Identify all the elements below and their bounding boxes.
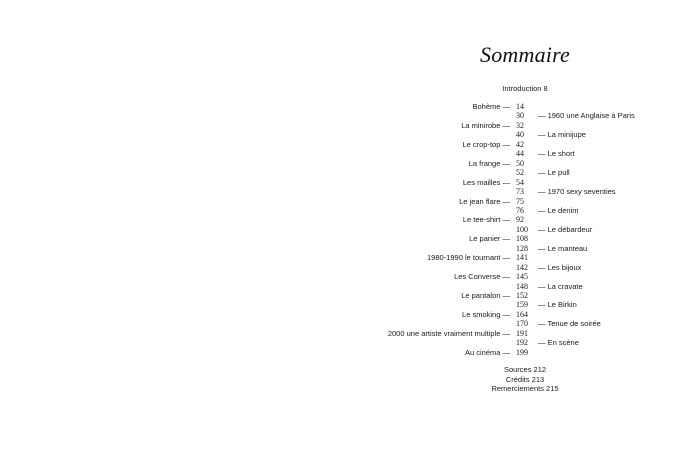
toc-entry-label: Le pantalon [461, 291, 501, 300]
toc-entry-page: 142 [516, 262, 528, 272]
toc-entry-label: Le débardeur [547, 224, 593, 234]
toc-entry-label: Au cinéma [464, 347, 501, 357]
toc-entry-label: 1970 sexy seventies [547, 187, 616, 197]
toc-entry-dash: — [538, 205, 546, 215]
toc-entry-dash: — [502, 291, 510, 300]
toc-entry-label: Le crop-top [462, 139, 501, 149]
toc-entry-label: Le short [547, 149, 575, 159]
toc-end-matter [400, 365, 650, 394]
toc-entry-dash: — [538, 111, 546, 121]
toc-entry-page: 148 [516, 281, 528, 291]
toc-entry-label: Le manteau [547, 243, 588, 253]
toc-entry-dash: — [502, 120, 510, 130]
toc-entry-dash: — [502, 196, 510, 206]
toc-entry-dash: — [502, 309, 510, 319]
toc-entry-page: 164 [516, 309, 528, 319]
toc-entry-page: 50 [516, 158, 524, 168]
toc-entry-label: Les mailles [462, 177, 501, 187]
toc-entry-page: 54 [516, 177, 524, 187]
toc-entry-dash: — [538, 262, 546, 272]
toc-entry-dash: — [502, 102, 510, 111]
toc-entry-page: 52 [516, 168, 524, 178]
toc-entry-page: 32 [516, 120, 524, 130]
toc-entry-label: En scène [547, 338, 579, 348]
toc-entry-page: 145 [516, 272, 528, 282]
toc-entry-page: 128 [516, 243, 528, 253]
toc-entry-label: Les bijoux [547, 262, 582, 272]
toc-entry-dash: — [502, 177, 510, 187]
toc-entry-dash: — [502, 234, 510, 244]
toc-entry-label: Le denim [547, 205, 579, 215]
toc-entry-dash: — [502, 158, 510, 168]
toc-entry-dash: — [538, 338, 546, 348]
toc-entry-page: 192 [516, 338, 528, 348]
toc-entry-label: La minijupe [547, 130, 586, 140]
toc-entry-label: 1960 une Anglaise à Paris [547, 111, 635, 121]
toc-entry-page: 141 [516, 253, 528, 263]
toc-entry-page: 191 [516, 328, 528, 338]
toc-entry-dash: — [538, 281, 546, 291]
toc-entry-dash: — [538, 168, 546, 178]
toc-end-item: Sources 212 [503, 365, 547, 374]
toc-entry-page: 75 [516, 196, 524, 206]
toc-entry-page: 73 [516, 187, 524, 197]
page-title: Sommaire [480, 42, 570, 67]
toc-entry-dash: — [538, 319, 546, 329]
toc-entry-dash: — [502, 139, 510, 149]
toc-entry-label: Le panier [469, 234, 501, 244]
toc-entry-dash: — [502, 347, 510, 357]
toc-entry-page: 152 [516, 291, 528, 300]
toc-entry-dash: — [538, 224, 546, 234]
toc-entry-label: La cravate [547, 281, 583, 291]
toc-entry [0, 348, 700, 358]
toc-entry-page: 76 [516, 205, 524, 215]
toc-entry-label: 2000 une artiste vraiment multiple [387, 328, 501, 338]
toc-entry-dash: — [502, 328, 510, 338]
toc-entry-dash: — [502, 272, 510, 282]
toc-entry-left [465, 348, 510, 358]
toc-entry-label: Le tee-shirt [462, 215, 501, 225]
toc-entry-dash: — [538, 300, 546, 310]
toc-entry-label: Bohème [472, 102, 501, 111]
toc-entry-page: 92 [516, 215, 524, 225]
toc-entry-page: 159 [516, 300, 528, 310]
toc-entry-dash: — [502, 253, 510, 263]
toc-entry-page: 100 [516, 224, 528, 234]
toc-entry-page: 199 [516, 347, 528, 357]
toc-entry-dash: — [502, 215, 510, 225]
toc-entry-page: 108 [516, 234, 528, 244]
toc-entry-page: 42 [516, 139, 524, 149]
toc-entry-dash: — [538, 243, 546, 253]
toc-entry-label: Tenue de soirée [547, 319, 601, 329]
toc-entry-label: Le smoking [462, 309, 501, 319]
toc-entry-label: 1980-1990 le tournant [427, 253, 501, 263]
toc-end-item: Crédits 213 [505, 374, 545, 384]
toc-entry-label: Le jean flare [459, 196, 501, 206]
toc-entry-page: 40 [516, 130, 524, 140]
toc-entry-page: 30 [516, 111, 524, 121]
toc-entry-label: Le pull [547, 168, 570, 178]
toc-end-item: Remerciements 215 [491, 384, 559, 393]
toc-entry-label: Le Birkin [547, 300, 577, 310]
toc-entry-dash: — [538, 149, 546, 159]
toc-entry-page: 44 [516, 149, 524, 159]
toc-entry-label: La minirobe [461, 120, 501, 130]
toc-entry-label: Les Converse [454, 272, 501, 282]
toc-entry-page: 14 [516, 102, 524, 111]
toc-entry-label: La frange [468, 158, 501, 168]
toc-entry-dash: — [538, 187, 546, 197]
toc-entry-page: 170 [516, 319, 528, 329]
toc-entry-dash: — [538, 130, 546, 140]
toc-introduction: Introduction 8 [502, 84, 548, 93]
